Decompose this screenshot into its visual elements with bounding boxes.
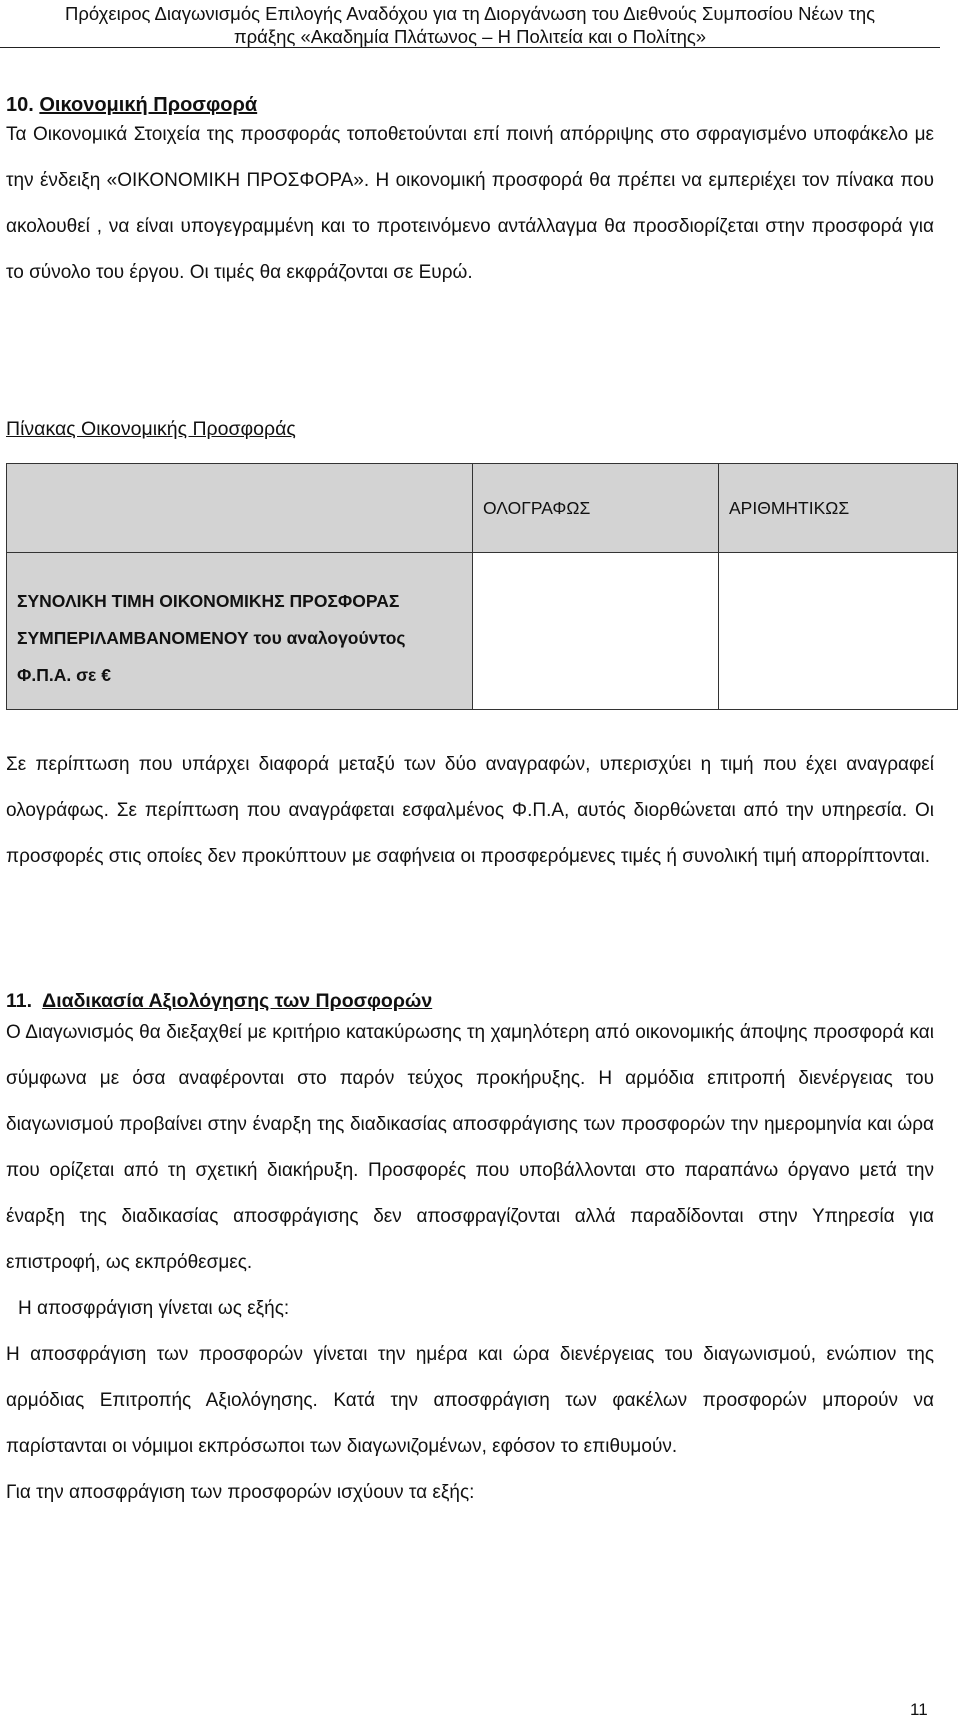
column-header-numeric: ΑΡΙΘΜΗΤΙΚΩΣ xyxy=(719,464,958,553)
table-corner-cell xyxy=(7,464,473,553)
note-paragraph: Σε περίπτωση που υπάρχει διαφορά μεταξύ των δύο αναγραφών, υπερισχύει η τιμή που έχει αναγραφεί ολογράφως. Σε περίπτωση που αναγράφεται εσφαλμένος Φ.Π.Α, αυτός διορθώνεται από την υπηρεσία. Οι προσφορές στις οποίες δεν προκύπτουν με σαφήνεια οι προσφερόμενες τιμές ή συνολική τιμή απορρίπτονται. xyxy=(6,754,934,867)
page-header xyxy=(0,2,940,48)
amount-in-words-cell xyxy=(473,553,719,710)
section-11-paragraph-2: Η αποσφράγιση των προσφορών γίνεται την ημέρα και ώρα διενέργειας του διαγωνισμού, ενώπιον της αρμόδιας Επιτροπής Αξιολόγησης. Κατά την αποσφράγιση των φακέλων προσφορών μπορούν να παρίστανται οι νόμιμοι εκπρόσωποι των διαγωνιζομένων, εφόσον το επιθυμούν. xyxy=(6,1344,934,1457)
section-10-number: 10. xyxy=(6,94,34,116)
section-10-title: Οικονομική Προσφορά xyxy=(39,94,258,116)
section-11-subheading: Η αποσφράγιση γίνεται ως εξής: xyxy=(18,1298,290,1319)
section-10 xyxy=(6,92,934,296)
note-block xyxy=(6,742,934,880)
total-price-label-line-3: Φ.Π.Α. σε € xyxy=(17,664,111,685)
total-price-label-line-1: ΣΥΝΟΛΙΚΗ ΤΙΜΗ ΟΙΚΟΝΟΜΙΚΗΣ ΠΡΟΣΦΟΡΑΣ xyxy=(17,590,400,611)
amount-in-numbers-cell xyxy=(719,553,958,710)
section-11-number: 11. xyxy=(6,990,33,1012)
section-10-paragraph: Τα Οικονομικά Στοιχεία της προσφοράς τοποθετούνται επί ποινή απόρριψης στο σφραγισμένο υποφάκελο με την ένδειξη «ΟΙΚΟΝΟΜΙΚΗ ΠΡΟΣΦΟΡΑ». Η οικονομική προσφορά θα πρέπει να εμπεριέχει τον πίνακα που ακολουθεί , να είναι υπογεγραμμένη και το προτεινόμενο αντάλλαγμα θα προσδιορίζεται στην προσφορά για το σύνολο του έργου. Οι τιμές θα εκφράζονται σε Ευρώ. xyxy=(6,124,934,283)
table-row xyxy=(7,553,958,710)
section-11 xyxy=(6,988,934,1516)
header-rule xyxy=(0,47,940,48)
header-line-1: Πρόχειρος Διαγωνισμός Επιλογής Αναδόχου για τη Διοργάνωση του Διεθνούς Συμποσίου Νέων της xyxy=(64,3,876,24)
column-header-words: ΟΛΟΓΡΑΦΩΣ xyxy=(473,464,719,553)
header-line-2: πράξης «Ακαδημία Πλάτωνος – Η Πολιτεία και ο Πολίτης» xyxy=(233,26,707,47)
page-number: 11 xyxy=(910,1700,928,1719)
table-header-row xyxy=(7,464,958,553)
section-11-paragraph-3: Για την αποσφράγιση των προσφορών ισχύουν τα εξής: xyxy=(6,1482,475,1503)
table-title: Πίνακας Οικονομικής Προσφοράς xyxy=(6,418,296,440)
section-11-title: Διαδικασία Αξιολόγησης των Προσφορών xyxy=(42,990,433,1012)
total-price-label-line-2: ΣΥΜΠΕΡΙΛΑΜΒΑΝΟΜΕΝΟΥ του αναλογούντος xyxy=(17,627,406,648)
section-11-paragraph-1: Ο Διαγωνισμός θα διεξαχθεί με κριτήριο κατακύρωσης τη χαμηλότερη από οικονομικής άποψης προσφορά και σύμφωνα με όσα αναφέρονται στο παρόν τεύχος προκήρυξης. Η αρμόδια επιτροπή διενέργειας του διαγωνισμού προβαίνει στην έναρξη της διαδικασίας αποσφράγισης των προσφορών την ημερομηνία και ώρα που ορίζεται από τη σχετική διακήρυξη. Προσφορές που υποβάλλονται στο παραπάνω όργανο μετά την έναρξη της διαδικασίας αποσφράγισης δεν αποσφραγίζονται αλλά παραδίδονται στην Υπηρεσία για επιστροφή, ως εκπρόθεσμες. xyxy=(6,1022,934,1273)
offer-table xyxy=(6,463,958,710)
total-price-label xyxy=(7,553,473,710)
